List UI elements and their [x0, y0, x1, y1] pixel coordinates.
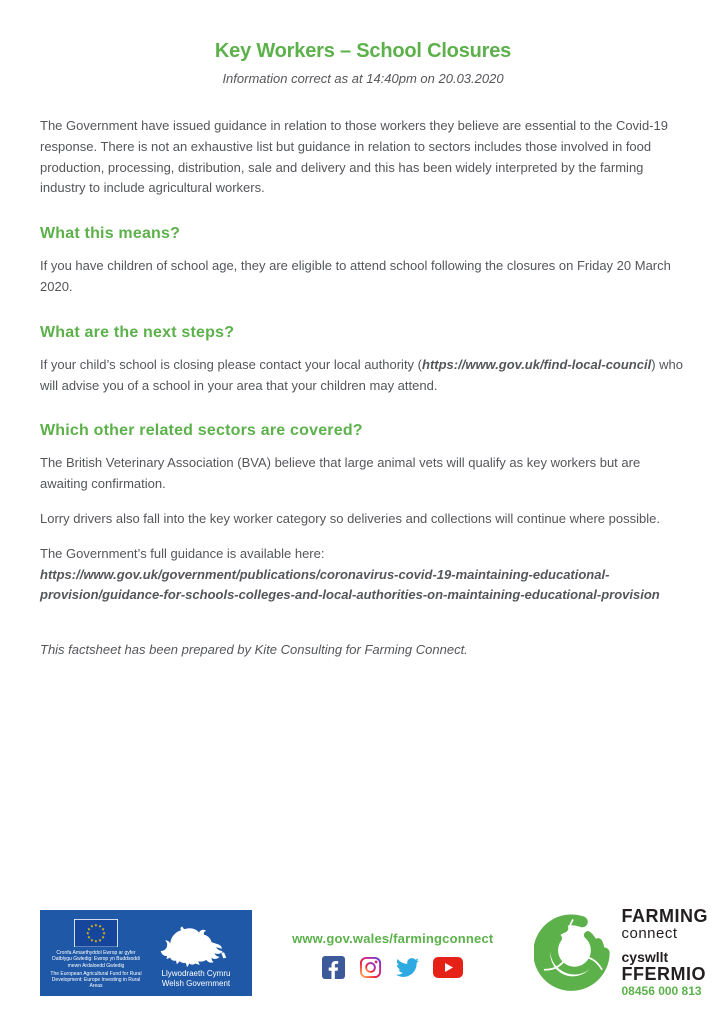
eu-caption-english: The European Agricultural Fund for Rural Development: Europe Investing in Rural Areas	[50, 970, 142, 990]
page-title: Key Workers – School Closures	[214, 40, 512, 62]
welsh-government-name-welsh: Llywodraeth Cymru	[161, 968, 231, 978]
farming-connect-phone-number: 08456 000 813	[621, 984, 702, 999]
twitter-icon[interactable]	[396, 956, 419, 979]
farming-connect-name-cy-line1: cyswllt	[621, 948, 669, 965]
prepared-by-note: This factsheet has been prepared by Kite Consulting for Farming Connect.	[40, 642, 468, 658]
guidance-paragraph	[40, 544, 686, 606]
welsh-government-logo-column	[146, 917, 246, 990]
page-subtitle: Information correct as at 14:40pm on 20.03.2020	[222, 71, 504, 86]
footer-center	[292, 931, 493, 979]
section-body-next-steps	[40, 355, 686, 397]
svg-text:★: ★	[102, 930, 106, 936]
farming-connect-name-en-line1: FARMING	[621, 906, 708, 927]
svg-text:★: ★	[86, 930, 90, 936]
document-content	[40, 0, 686, 673]
svg-text:★: ★	[94, 921, 98, 927]
section-body-what-this-means: If you have children of school age, they are eligible to attend school following the closures on Friday 20 March 2020.	[40, 258, 671, 294]
eu-welsh-government-logo-box	[40, 910, 252, 996]
other-sectors-paragraph-bva: The British Veterinary Association (BVA) believe that large animal vets will qualify as key workers but are awaiting confirmation.	[40, 455, 641, 492]
farming-connect-name-en-line2: connect	[621, 925, 678, 943]
next-steps-text-before-link: If your child’s school is closing please contact your local authority (	[40, 356, 423, 372]
next-steps-text-after-link: ) who will advise you of a school in your area that your children may attend.	[40, 356, 684, 393]
svg-text:★: ★	[101, 925, 105, 931]
eu-logo-column	[46, 917, 146, 990]
svg-text:★: ★	[90, 922, 94, 928]
farming-connect-name-cy-line2: FFERMIO	[621, 963, 706, 984]
farming-connect-website-link[interactable]: www.gov.wales/farmingconnect	[292, 930, 494, 946]
find-local-council-link[interactable]: https://www.gov.uk/find-local-council	[422, 356, 652, 372]
intro-paragraph: The Government have issued guidance in relation to those workers they believe are essential to the Covid-19 response. There is not an exhaustive list but guidance in relation to sectors includes those involved in food production, processing, distribution, sale and delivery and this has been widely interpreted by the farming industry to include agricultural workers.	[40, 118, 668, 196]
welsh-government-name-english: Welsh Government	[161, 979, 231, 989]
svg-text:★: ★	[98, 937, 102, 943]
page-footer	[0, 907, 724, 998]
facebook-icon[interactable]	[322, 956, 345, 979]
other-sectors-paragraph-lorry: Lorry drivers also fall into the key worker category so deliveries and collections will continue where possible.	[40, 510, 660, 526]
section-heading-other-sectors: Which other related sectors are covered?	[40, 422, 363, 440]
svg-text:★: ★	[94, 938, 98, 944]
eu-flag-icon	[69, 919, 123, 948]
social-media-row	[322, 956, 463, 979]
farming-connect-wordmark	[622, 907, 709, 998]
guidance-label: The Government’s full guidance is available here:	[40, 545, 325, 561]
welsh-dragon-icon	[150, 917, 242, 967]
section-heading-what-this-means: What this means?	[40, 225, 181, 243]
svg-text:★: ★	[101, 934, 105, 940]
section-heading-next-steps: What are the next steps?	[40, 323, 235, 341]
svg-text:★: ★	[87, 934, 91, 940]
instagram-icon[interactable]	[359, 956, 382, 979]
eu-caption-welsh: Cronfa Amaethyddol Ewrop ar gyfer Datblygu Gwledig: Ewrop yn Buddsoddi mewn Ardaloedd Gwledig	[52, 950, 140, 969]
svg-text:★: ★	[98, 922, 102, 928]
svg-text:★: ★	[87, 925, 91, 931]
svg-text:★: ★	[90, 937, 94, 943]
youtube-icon[interactable]	[433, 957, 463, 978]
farming-connect-swirl-icon	[534, 914, 612, 992]
full-guidance-link[interactable]: https://www.gov.uk/government/publications/coronavirus-covid-19-maintaining-educational-provision/guidance-for-schools-colleges-and-local-authorities-on-maintaining-educational-provision	[40, 566, 660, 603]
welsh-government-wordmark	[162, 969, 231, 990]
farming-connect-logo	[534, 907, 711, 998]
